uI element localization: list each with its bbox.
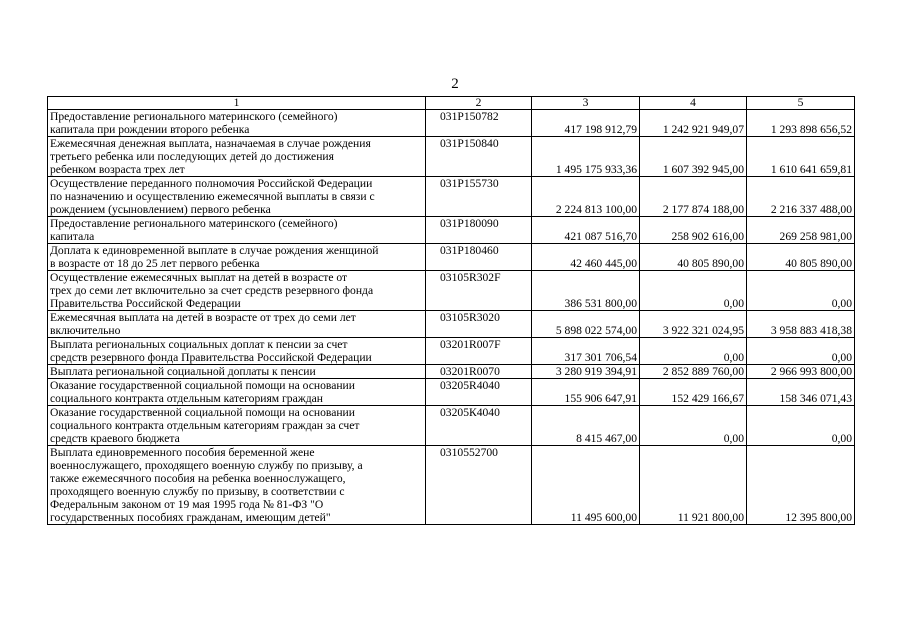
row-description [48, 446, 426, 525]
description-line: Предоставление регионального материнского (семейного) [50, 110, 338, 123]
description-line: рождением (усыновлением) первого ребенка [50, 203, 271, 216]
row-value-v5: 269 258 981,00 [747, 217, 855, 244]
row-description [48, 110, 426, 137]
row-value-v4: 3 922 321 024,95 [640, 311, 747, 338]
row-value-v4: 0,00 [640, 338, 747, 365]
row-value-v5: 0,00 [747, 338, 855, 365]
table-row [48, 338, 855, 365]
row-description [48, 217, 426, 244]
description-line: социального контракта отдельным категориям граждан за счет [50, 419, 360, 432]
row-code: 0310552700 [426, 446, 532, 525]
row-value-v4: 2 852 889 760,00 [640, 365, 747, 379]
row-description [48, 137, 426, 177]
description-line: трех до семи лет включительно за счет средств резервного фонда [50, 284, 374, 297]
row-value-v5: 0,00 [747, 271, 855, 311]
table-row [48, 446, 855, 525]
row-description [48, 365, 426, 379]
row-description [48, 177, 426, 217]
description-line: Ежемесячная денежная выплата, назначаемая в случае рождения [50, 137, 371, 150]
row-value-v5: 1 610 641 659,81 [747, 137, 855, 177]
row-value-v4: 152 429 166,67 [640, 379, 747, 406]
table-row [48, 244, 855, 271]
row-code: 03105R302F [426, 271, 532, 311]
table-row [48, 271, 855, 311]
row-value-v4: 258 902 616,00 [640, 217, 747, 244]
row-value-v3: 3 280 919 394,91 [532, 365, 640, 379]
row-code: 031P150840 [426, 137, 532, 177]
row-value-v5: 3 958 883 418,38 [747, 311, 855, 338]
row-value-v4: 1 242 921 949,07 [640, 110, 747, 137]
description-line: Ежемесячная выплата на детей в возрасте от трех до семи лет [50, 311, 356, 324]
table-row [48, 365, 855, 379]
row-description [48, 311, 426, 338]
table-row [48, 137, 855, 177]
description-line: военнослужащего, проходящего военную службу по призыву, а [50, 459, 363, 472]
row-description [48, 406, 426, 446]
page-number: 2 [451, 76, 459, 92]
description-line: включительно [50, 324, 121, 337]
row-code: 03105R3020 [426, 311, 532, 338]
row-value-v3: 155 906 647,91 [532, 379, 640, 406]
description-line: Правительства Российской Федерации [50, 297, 241, 310]
row-value-v5: 1 293 898 656,52 [747, 110, 855, 137]
row-value-v4: 1 607 392 945,00 [640, 137, 747, 177]
row-description [48, 271, 426, 311]
row-code: 03201R0070 [426, 365, 532, 379]
row-value-v5: 0,00 [747, 406, 855, 446]
table-row [48, 379, 855, 406]
row-code: 03201R007F [426, 338, 532, 365]
row-value-v3: 386 531 800,00 [532, 271, 640, 311]
table-row [48, 311, 855, 338]
column-header: 1 [48, 97, 426, 110]
description-line: государственных пособиях гражданам, имеющим детей" [50, 511, 331, 524]
row-value-v4: 11 921 800,00 [640, 446, 747, 525]
table-header-row [48, 97, 855, 110]
description-line: по назначению и осуществлению ежемесячной выплаты в связи с [50, 190, 375, 203]
row-value-v3: 421 087 516,70 [532, 217, 640, 244]
description-line: Осуществление ежемесячных выплат на детей в возрасте от [50, 271, 348, 284]
row-value-v5: 2 216 337 488,00 [747, 177, 855, 217]
description-line: также ежемесячного пособия на ребенка военнослужащего, [50, 472, 346, 485]
row-value-v3: 2 224 813 100,00 [532, 177, 640, 217]
description-line: проходящего военную службу по призыву, в соответствии с [50, 485, 345, 498]
description-line: Выплата региональных социальных доплат к пенсии за счет [50, 338, 348, 351]
row-description [48, 379, 426, 406]
row-code: 031P180460 [426, 244, 532, 271]
description-line: Оказание государственной социальной помощи на основании [50, 406, 355, 419]
description-line: средств краевого бюджета [50, 432, 180, 445]
column-header: 2 [426, 97, 532, 110]
budget-table [47, 96, 855, 525]
row-value-v5: 158 346 071,43 [747, 379, 855, 406]
table-row [48, 406, 855, 446]
description-line: в возрасте от 18 до 25 лет первого ребенка [50, 257, 260, 270]
row-value-v5: 40 805 890,00 [747, 244, 855, 271]
description-line: Выплата единовременного пособия беременной жене [50, 446, 315, 459]
description-line: Выплата региональной социальной доплаты к пенсии [50, 365, 316, 378]
row-code: 031P155730 [426, 177, 532, 217]
table-row [48, 217, 855, 244]
row-value-v3: 11 495 600,00 [532, 446, 640, 525]
row-value-v4: 40 805 890,00 [640, 244, 747, 271]
description-line: средств резервного фонда Правительства Российской Федерации [50, 351, 372, 364]
column-header: 5 [747, 97, 855, 110]
row-value-v3: 1 495 175 933,36 [532, 137, 640, 177]
row-description [48, 244, 426, 271]
description-line: Федеральным законом от 19 мая 1995 года № 81-ФЗ "О [50, 498, 324, 511]
row-value-v3: 8 415 467,00 [532, 406, 640, 446]
row-code: 031P150782 [426, 110, 532, 137]
description-line: социального контракта отдельным категориям граждан [50, 392, 323, 405]
row-value-v3: 42 460 445,00 [532, 244, 640, 271]
description-line: Доплата к единовременной выплате в случае рождения женщиной [50, 244, 379, 257]
description-line: ребенком возраста трех лет [50, 163, 185, 176]
row-value-v3: 417 198 912,79 [532, 110, 640, 137]
row-value-v4: 2 177 874 188,00 [640, 177, 747, 217]
column-header: 3 [532, 97, 640, 110]
row-value-v5: 2 966 993 800,00 [747, 365, 855, 379]
table-body [48, 110, 855, 525]
row-code: 03205R4040 [426, 379, 532, 406]
table-row [48, 110, 855, 137]
table-row [48, 177, 855, 217]
row-code: 03205К4040 [426, 406, 532, 446]
row-value-v3: 317 301 706,54 [532, 338, 640, 365]
description-line: капитала при рождении второго ребенка [50, 123, 250, 136]
column-header: 4 [640, 97, 747, 110]
description-line: Осуществление переданного полномочия Российской Федерации [50, 177, 373, 190]
description-line: третьего ребенка или последующих детей до достижения [50, 150, 334, 163]
row-value-v3: 5 898 022 574,00 [532, 311, 640, 338]
description-line: Предоставление регионального материнского (семейного) [50, 217, 338, 230]
row-value-v5: 12 395 800,00 [747, 446, 855, 525]
description-line: Оказание государственной социальной помощи на основании [50, 379, 355, 392]
row-description [48, 338, 426, 365]
row-value-v4: 0,00 [640, 406, 747, 446]
row-value-v4: 0,00 [640, 271, 747, 311]
row-code: 031P180090 [426, 217, 532, 244]
description-line: капитала [50, 230, 95, 243]
